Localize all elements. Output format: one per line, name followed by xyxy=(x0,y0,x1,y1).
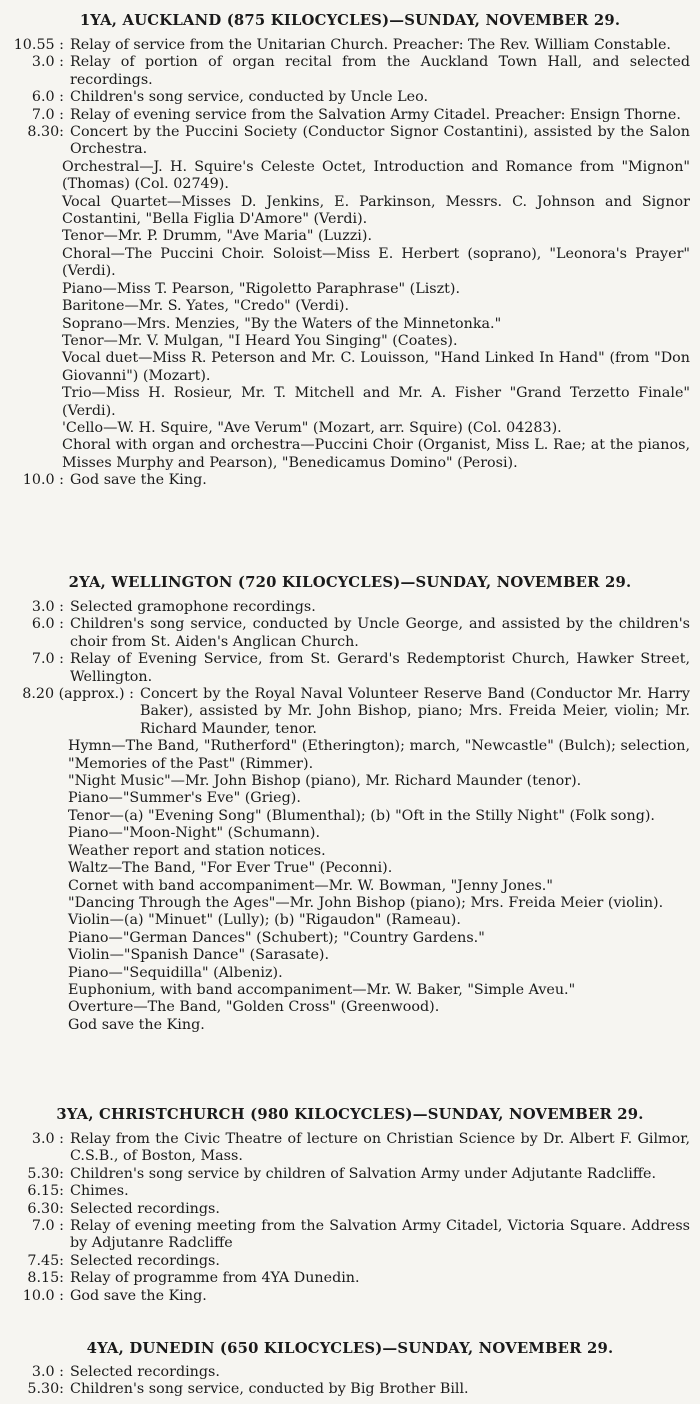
program-item: Piano—"Moon-Night" (Schumann). xyxy=(68,825,321,842)
schedule-entry xyxy=(0,107,700,124)
program-item: God save the King. xyxy=(68,1016,205,1033)
entry-time: 5.30: xyxy=(27,1165,64,1182)
program-item: Trio—Miss H. Rosieur, Mr. T. Mitchell and Mr. A. Fisher "Grand Terzetto Finale" (Verdi). xyxy=(62,385,690,419)
station-1ya xyxy=(0,12,700,490)
schedule-entry xyxy=(0,37,700,54)
program-item: "Dancing Through the Ages"—Mr. John Bishop (piano); Mrs. Freida Meier (violin). xyxy=(68,894,664,911)
program-item: Hymn—The Band, "Rutherford" (Etherington); march, "Newcastle" (Bulch); selection, "Memories of the Past" (Rimmer). xyxy=(68,738,690,772)
schedule-entry xyxy=(0,472,700,489)
schedule-entry xyxy=(0,686,700,738)
schedule-entry xyxy=(0,1381,700,1398)
entry-text: God save the King. xyxy=(70,472,207,489)
program-item: Orchestral—J. H. Squire's Celeste Octet, Introduction and Romance from "Mignon" (Thomas) (Col. 02749). xyxy=(62,158,690,193)
schedule-entry xyxy=(0,1364,700,1381)
schedule-entry xyxy=(0,1131,700,1166)
program-item: Overture—The Band, "Golden Cross" (Greenwood). xyxy=(68,999,440,1016)
schedule-entry xyxy=(0,124,700,159)
entry-time: 10.0 : xyxy=(22,1287,64,1304)
schedule-entry xyxy=(0,1166,700,1183)
schedule-list xyxy=(0,1131,700,1305)
entry-text: Concert by the Royal Naval Volunteer Reserve Band (Conductor Mr. Harry Baker), assisted by Mr. John Bishop, piano; Mrs. Freida Meier, violin; Mr. Richard Maunder, tenor. xyxy=(140,686,690,737)
program-item: Weather report and station notices. xyxy=(68,842,326,859)
entry-time: 8.30: xyxy=(27,124,64,141)
entry-time: 3.0 : xyxy=(31,1131,64,1147)
schedule-entry xyxy=(0,89,700,106)
entry-text: Relay of portion of organ recital from the Auckland Town Hall, and selected recordings. xyxy=(70,54,690,88)
schedule-entry xyxy=(0,1253,700,1270)
entry-time: 7.0 : xyxy=(31,1218,64,1235)
entry-text: Concert by the Puccini Society (Conductor Signor Costantini), assisted by the Salon Orchestra. xyxy=(70,124,690,158)
station-heading: 4YA, DUNEDIN (650 KILOCYCLES)—SUNDAY, NOVEMBER 29. xyxy=(86,1340,614,1357)
program-items xyxy=(0,738,700,1034)
station-2ya xyxy=(0,574,700,1034)
entry-text: Children's song service, conducted by Uncle Leo. xyxy=(70,89,429,106)
station-heading: 2YA, WELLINGTON (720 KILOCYCLES)—SUNDAY, NOVEMBER 29. xyxy=(68,574,632,591)
schedule-entry xyxy=(0,651,700,686)
schedule-list xyxy=(0,1364,700,1399)
entry-time: 6.0 : xyxy=(31,89,64,106)
program-item: Vocal duet—Miss R. Peterson and Mr. C. Louisson, "Hand Linked In Hand" (from "Don Giovanni") (Mozart). xyxy=(62,350,690,384)
program-item: Cornet with band accompaniment—Mr. W. Bowman, "Jenny Jones." xyxy=(68,877,553,894)
program-item: Tenor—(a) "Evening Song" (Blumenthal); (b) "Oft in the Stilly Night" (Folk song). xyxy=(68,807,655,824)
program-item: Choral with organ and orchestra—Puccini Choir (Organist, Miss L. Rae; at the pianos, Misses Murphy and Pearson), "Benedicamus Domino" (Perosi). xyxy=(62,437,690,471)
program-item: Euphonium, with band accompaniment—Mr. W. Baker, "Simple Aveu." xyxy=(68,981,576,998)
schedule-entry xyxy=(0,54,700,89)
entry-time: 7.0 : xyxy=(31,106,64,123)
entry-time: 6.30: xyxy=(27,1200,64,1217)
entry-time: 7.45: xyxy=(27,1252,64,1269)
station-3ya xyxy=(0,1106,700,1305)
entry-text: Children's song service by children of Salvation Army under Adjutante Radcliffe. xyxy=(70,1165,657,1182)
station-heading: 3YA, CHRISTCHURCH (980 KILOCYCLES)—SUNDAY, NOVEMBER 29. xyxy=(56,1106,644,1123)
entry-text: Relay of Evening Service, from St. Gerard's Redemptorist Church, Hawker Street, Wellington. xyxy=(70,651,690,685)
entry-text: Relay from the Civic Theatre of lecture on Christian Science by Dr. Albert F. Gilmor, C.S.B., of Boston, Mass. xyxy=(70,1131,690,1165)
program-item: Waltz—The Band, "For Ever True" (Peconni). xyxy=(68,860,393,877)
program-item: Piano—Miss T. Pearson, "Rigoletto Paraphrase" (Liszt). xyxy=(62,280,461,297)
program-item: Choral—The Puccini Choir. Soloist—Miss E. Herbert (soprano), "Leonora's Prayer" (Verdi). xyxy=(62,245,690,280)
program-item: Piano—"Summer's Eve" (Grieg). xyxy=(68,790,301,807)
entry-time: 6.15: xyxy=(27,1183,64,1200)
entry-text: Selected recordings. xyxy=(70,1200,220,1217)
schedule-entry xyxy=(0,599,700,616)
program-item: Soprano—Mrs. Menzies, "By the Waters of the Minnetonka." xyxy=(62,315,502,332)
entry-time: 3.0 : xyxy=(31,54,64,71)
entry-time: 3.0 : xyxy=(31,1364,64,1380)
program-item: Tenor—Mr. V. Mulgan, "I Heard You Singing" (Coates). xyxy=(62,332,458,349)
program-item: "Night Music"—Mr. John Bishop (piano), Mr. Richard Maunder (tenor). xyxy=(68,773,582,790)
schedule-entry xyxy=(0,1201,700,1218)
program-item: 'Cello—W. H. Squire, "Ave Verum" (Mozart, arr. Squire) (Col. 04283). xyxy=(62,419,562,436)
schedule-entry xyxy=(0,1288,700,1305)
entry-text: Children's song service, conducted by Big Brother Bill. xyxy=(70,1381,469,1398)
entry-text: Chimes. xyxy=(70,1183,129,1200)
program-item: Violin—(a) "Minuet" (Lully); (b) "Rigaudon" (Rameau). xyxy=(68,912,461,929)
entry-text: Relay of service from the Unitarian Church. Preacher: The Rev. William Constable. xyxy=(70,37,671,53)
schedule-entry xyxy=(0,1218,700,1253)
entry-text: Selected recordings. xyxy=(70,1252,220,1269)
program-item: Tenor—Mr. P. Drumm, "Ave Maria" (Luzzi). xyxy=(62,228,372,245)
entry-text: Selected gramophone recordings. xyxy=(70,599,316,615)
station-4ya xyxy=(0,1340,700,1399)
program-item: Baritone—Mr. S. Yates, "Credo" (Verdi). xyxy=(62,298,350,315)
program-item: Violin—"Spanish Dance" (Sarasate). xyxy=(68,947,330,964)
program-item: Vocal Quartet—Misses D. Jenkins, E. Parkinson, Messrs. C. Johnson and Signor Costantini, "Bella Figlia D'Amore" (Verdi). xyxy=(62,193,690,228)
program-item: Piano—"German Dances" (Schubert); "Country Gardens." xyxy=(68,929,485,946)
entry-time: 5.30: xyxy=(27,1381,64,1398)
entry-time: 8.15: xyxy=(27,1270,64,1287)
schedule-list xyxy=(0,37,700,490)
schedule-entry xyxy=(0,1183,700,1200)
schedule-list xyxy=(0,599,700,1034)
program-items xyxy=(0,159,700,472)
entry-time: 6.0 : xyxy=(31,616,64,633)
entry-time: 3.0 : xyxy=(31,599,64,615)
schedule-entry xyxy=(0,616,700,651)
entry-time: 7.0 : xyxy=(31,651,64,668)
entry-text: Relay of evening meeting from the Salvation Army Citadel, Victoria Square. Address by Adjutanre Radcliffe xyxy=(70,1218,690,1252)
station-heading: 1YA, AUCKLAND (875 KILOCYCLES)—SUNDAY, NOVEMBER 29. xyxy=(79,12,621,29)
entry-time: 10.55 : xyxy=(13,37,64,53)
entry-text: Relay of programme from 4YA Dunedin. xyxy=(70,1270,360,1287)
entry-text: Children's song service, conducted by Uncle George, and assisted by the children's choir from St. Aiden's Anglican Church. xyxy=(70,616,690,650)
entry-text: God save the King. xyxy=(70,1287,207,1304)
schedule-entry xyxy=(0,1270,700,1287)
entry-text: Relay of evening service from the Salvation Army Citadel. Preacher: Ensign Thorne. xyxy=(70,106,681,123)
entry-time: 8.20 (approx.) : xyxy=(22,686,134,703)
entry-time: 10.0 : xyxy=(22,472,64,489)
entry-text: Selected recordings. xyxy=(70,1364,220,1380)
program-item: Piano—"Sequidilla" (Albeniz). xyxy=(68,964,283,981)
